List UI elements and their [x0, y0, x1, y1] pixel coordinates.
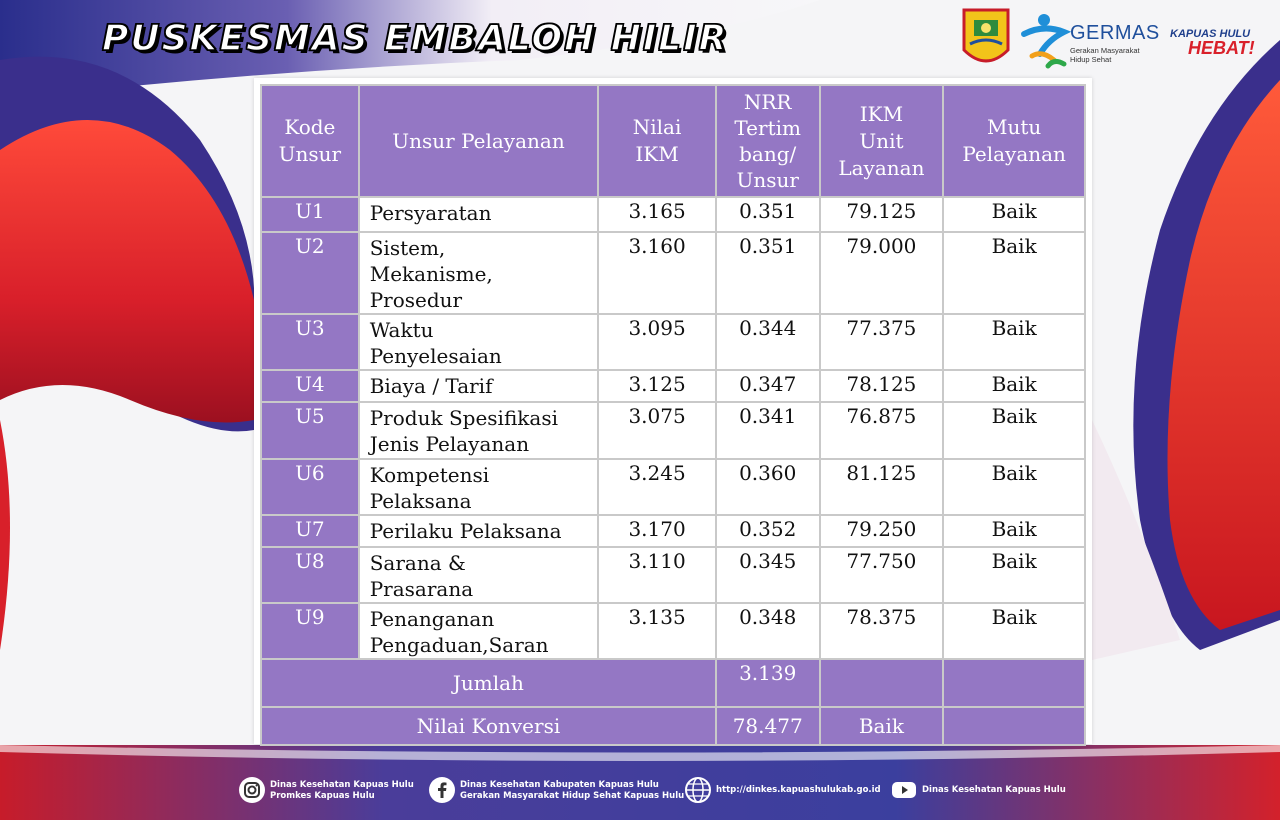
row-mutu: Baik: [943, 370, 1085, 402]
facebook-line-2: Gerakan Masyarakat Hidup Sehat Kapuas Hulu: [460, 791, 685, 801]
row-nrr: 0.347: [716, 370, 820, 402]
row-name: Biaya / Tarif: [359, 370, 599, 402]
header-unsur-pelayanan: Unsur Pelayanan: [359, 85, 599, 197]
jumlah-value: 3.139: [716, 659, 820, 707]
germas-subtitle: Gerakan Masyarakat Hidup Sehat: [1070, 46, 1140, 64]
table-row: [261, 515, 1085, 547]
row-unit: 77.375: [820, 314, 944, 370]
row-name: Perilaku Pelaksana: [359, 515, 599, 547]
konversi-value: 78.477: [716, 707, 820, 745]
header-nrr: NRR Tertim bang/ Unsur: [716, 85, 820, 197]
youtube-channel: Dinas Kesehatan Kapuas Hulu: [922, 785, 1066, 795]
instagram-line-2: Promkes Kapuas Hulu: [270, 791, 375, 801]
row-nrr: 0.341: [716, 402, 820, 459]
instagram-line-1: Dinas Kesehatan Kapuas Hulu: [270, 780, 414, 790]
row-mutu: Baik: [943, 197, 1085, 232]
footer-facebook[interactable]: [428, 776, 685, 806]
row-nrr: 0.351: [716, 197, 820, 232]
table-row: [261, 459, 1085, 515]
jumlah-label: Jumlah: [261, 659, 716, 707]
row-unit: 78.375: [820, 603, 944, 659]
row-name: Penanganan Pengaduan,Saran: [359, 603, 599, 659]
facebook-icon: [428, 776, 456, 804]
table-row: [261, 370, 1085, 402]
row-unit: 81.125: [820, 459, 944, 515]
kapuas-hulu-crest-icon: [960, 6, 1012, 74]
row-mutu: Baik: [943, 459, 1085, 515]
row-nrr: 0.348: [716, 603, 820, 659]
table-row: [261, 314, 1085, 370]
row-name: Produk Spesifikasi Jenis Pelayanan: [359, 402, 599, 459]
row-nrr: 0.344: [716, 314, 820, 370]
social-footer: [0, 762, 1280, 820]
konversi-empty: [943, 707, 1085, 745]
website-url: http://dinkes.kapuashulukab.go.id: [716, 785, 881, 795]
row-ikm: 3.095: [598, 314, 716, 370]
row-name: Waktu Penyelesaian: [359, 314, 599, 370]
row-code: U5: [261, 402, 359, 459]
row-code: U7: [261, 515, 359, 547]
row-unit: 77.750: [820, 547, 944, 603]
table-row: [261, 547, 1085, 603]
row-nrr: 0.360: [716, 459, 820, 515]
row-code: U1: [261, 197, 359, 232]
row-ikm: 3.245: [598, 459, 716, 515]
table-row: [261, 232, 1085, 314]
row-mutu: Baik: [943, 547, 1085, 603]
row-mutu: Baik: [943, 402, 1085, 459]
youtube-icon: [890, 776, 918, 804]
row-code: U9: [261, 603, 359, 659]
row-code: U8: [261, 547, 359, 603]
jumlah-empty-2: [943, 659, 1085, 707]
header-mutu: Mutu Pelayanan: [943, 85, 1085, 197]
footer-website[interactable]: [684, 776, 884, 806]
kapuas-hulu-wordmark: KAPUAS HULU: [1170, 28, 1251, 40]
row-code: U4: [261, 370, 359, 402]
footer-instagram[interactable]: [238, 776, 418, 806]
table-row: [261, 402, 1085, 459]
row-ikm: 3.075: [598, 402, 716, 459]
jumlah-row: [261, 659, 1085, 707]
row-nrr: 0.345: [716, 547, 820, 603]
row-name: Sarana & Prasarana: [359, 547, 599, 603]
row-name: Persyaratan: [359, 197, 599, 232]
row-unit: 79.000: [820, 232, 944, 314]
row-ikm: 3.135: [598, 603, 716, 659]
konversi-mutu: Baik: [820, 707, 944, 745]
row-ikm: 3.160: [598, 232, 716, 314]
row-mutu: Baik: [943, 232, 1085, 314]
row-mutu: Baik: [943, 314, 1085, 370]
row-ikm: 3.125: [598, 370, 716, 402]
globe-icon: [684, 776, 712, 804]
row-unit: 79.250: [820, 515, 944, 547]
row-ikm: 3.170: [598, 515, 716, 547]
row-unit: 78.125: [820, 370, 944, 402]
row-code: U6: [261, 459, 359, 515]
konversi-label: Nilai Konversi: [261, 707, 716, 745]
table-header-row: [261, 85, 1085, 197]
row-name: Sistem, Mekanisme, Prosedur: [359, 232, 599, 314]
footer-youtube[interactable]: [890, 776, 1070, 806]
logo-group: [960, 6, 1260, 78]
page-title: PUSKESMAS EMBALOH HILIR: [102, 18, 729, 59]
row-mutu: Baik: [943, 515, 1085, 547]
row-code: U2: [261, 232, 359, 314]
row-code: U3: [261, 314, 359, 370]
hebat-wordmark: HEBAT!: [1188, 38, 1255, 58]
table-row: [261, 603, 1085, 659]
row-nrr: 0.351: [716, 232, 820, 314]
ikm-table-frame: [254, 78, 1092, 744]
row-name: Kompetensi Pelaksana: [359, 459, 599, 515]
facebook-line-1: Dinas Kesehatan Kabupaten Kapuas Hulu: [460, 780, 659, 790]
row-ikm: 3.165: [598, 197, 716, 232]
row-nrr: 0.352: [716, 515, 820, 547]
header-nilai-ikm: Nilai IKM: [598, 85, 716, 197]
konversi-row: [261, 707, 1085, 745]
row-ikm: 3.110: [598, 547, 716, 603]
germas-wordmark: GERMAS: [1070, 22, 1160, 44]
ikm-table: [260, 84, 1086, 746]
row-unit: 76.875: [820, 402, 944, 459]
row-mutu: Baik: [943, 603, 1085, 659]
header-kode-unsur: Kode Unsur: [261, 85, 359, 197]
table-row: [261, 197, 1085, 232]
row-unit: 79.125: [820, 197, 944, 232]
jumlah-empty-1: [820, 659, 944, 707]
instagram-icon: [238, 776, 266, 804]
header-ikm-unit: IKM Unit Layanan: [820, 85, 944, 197]
